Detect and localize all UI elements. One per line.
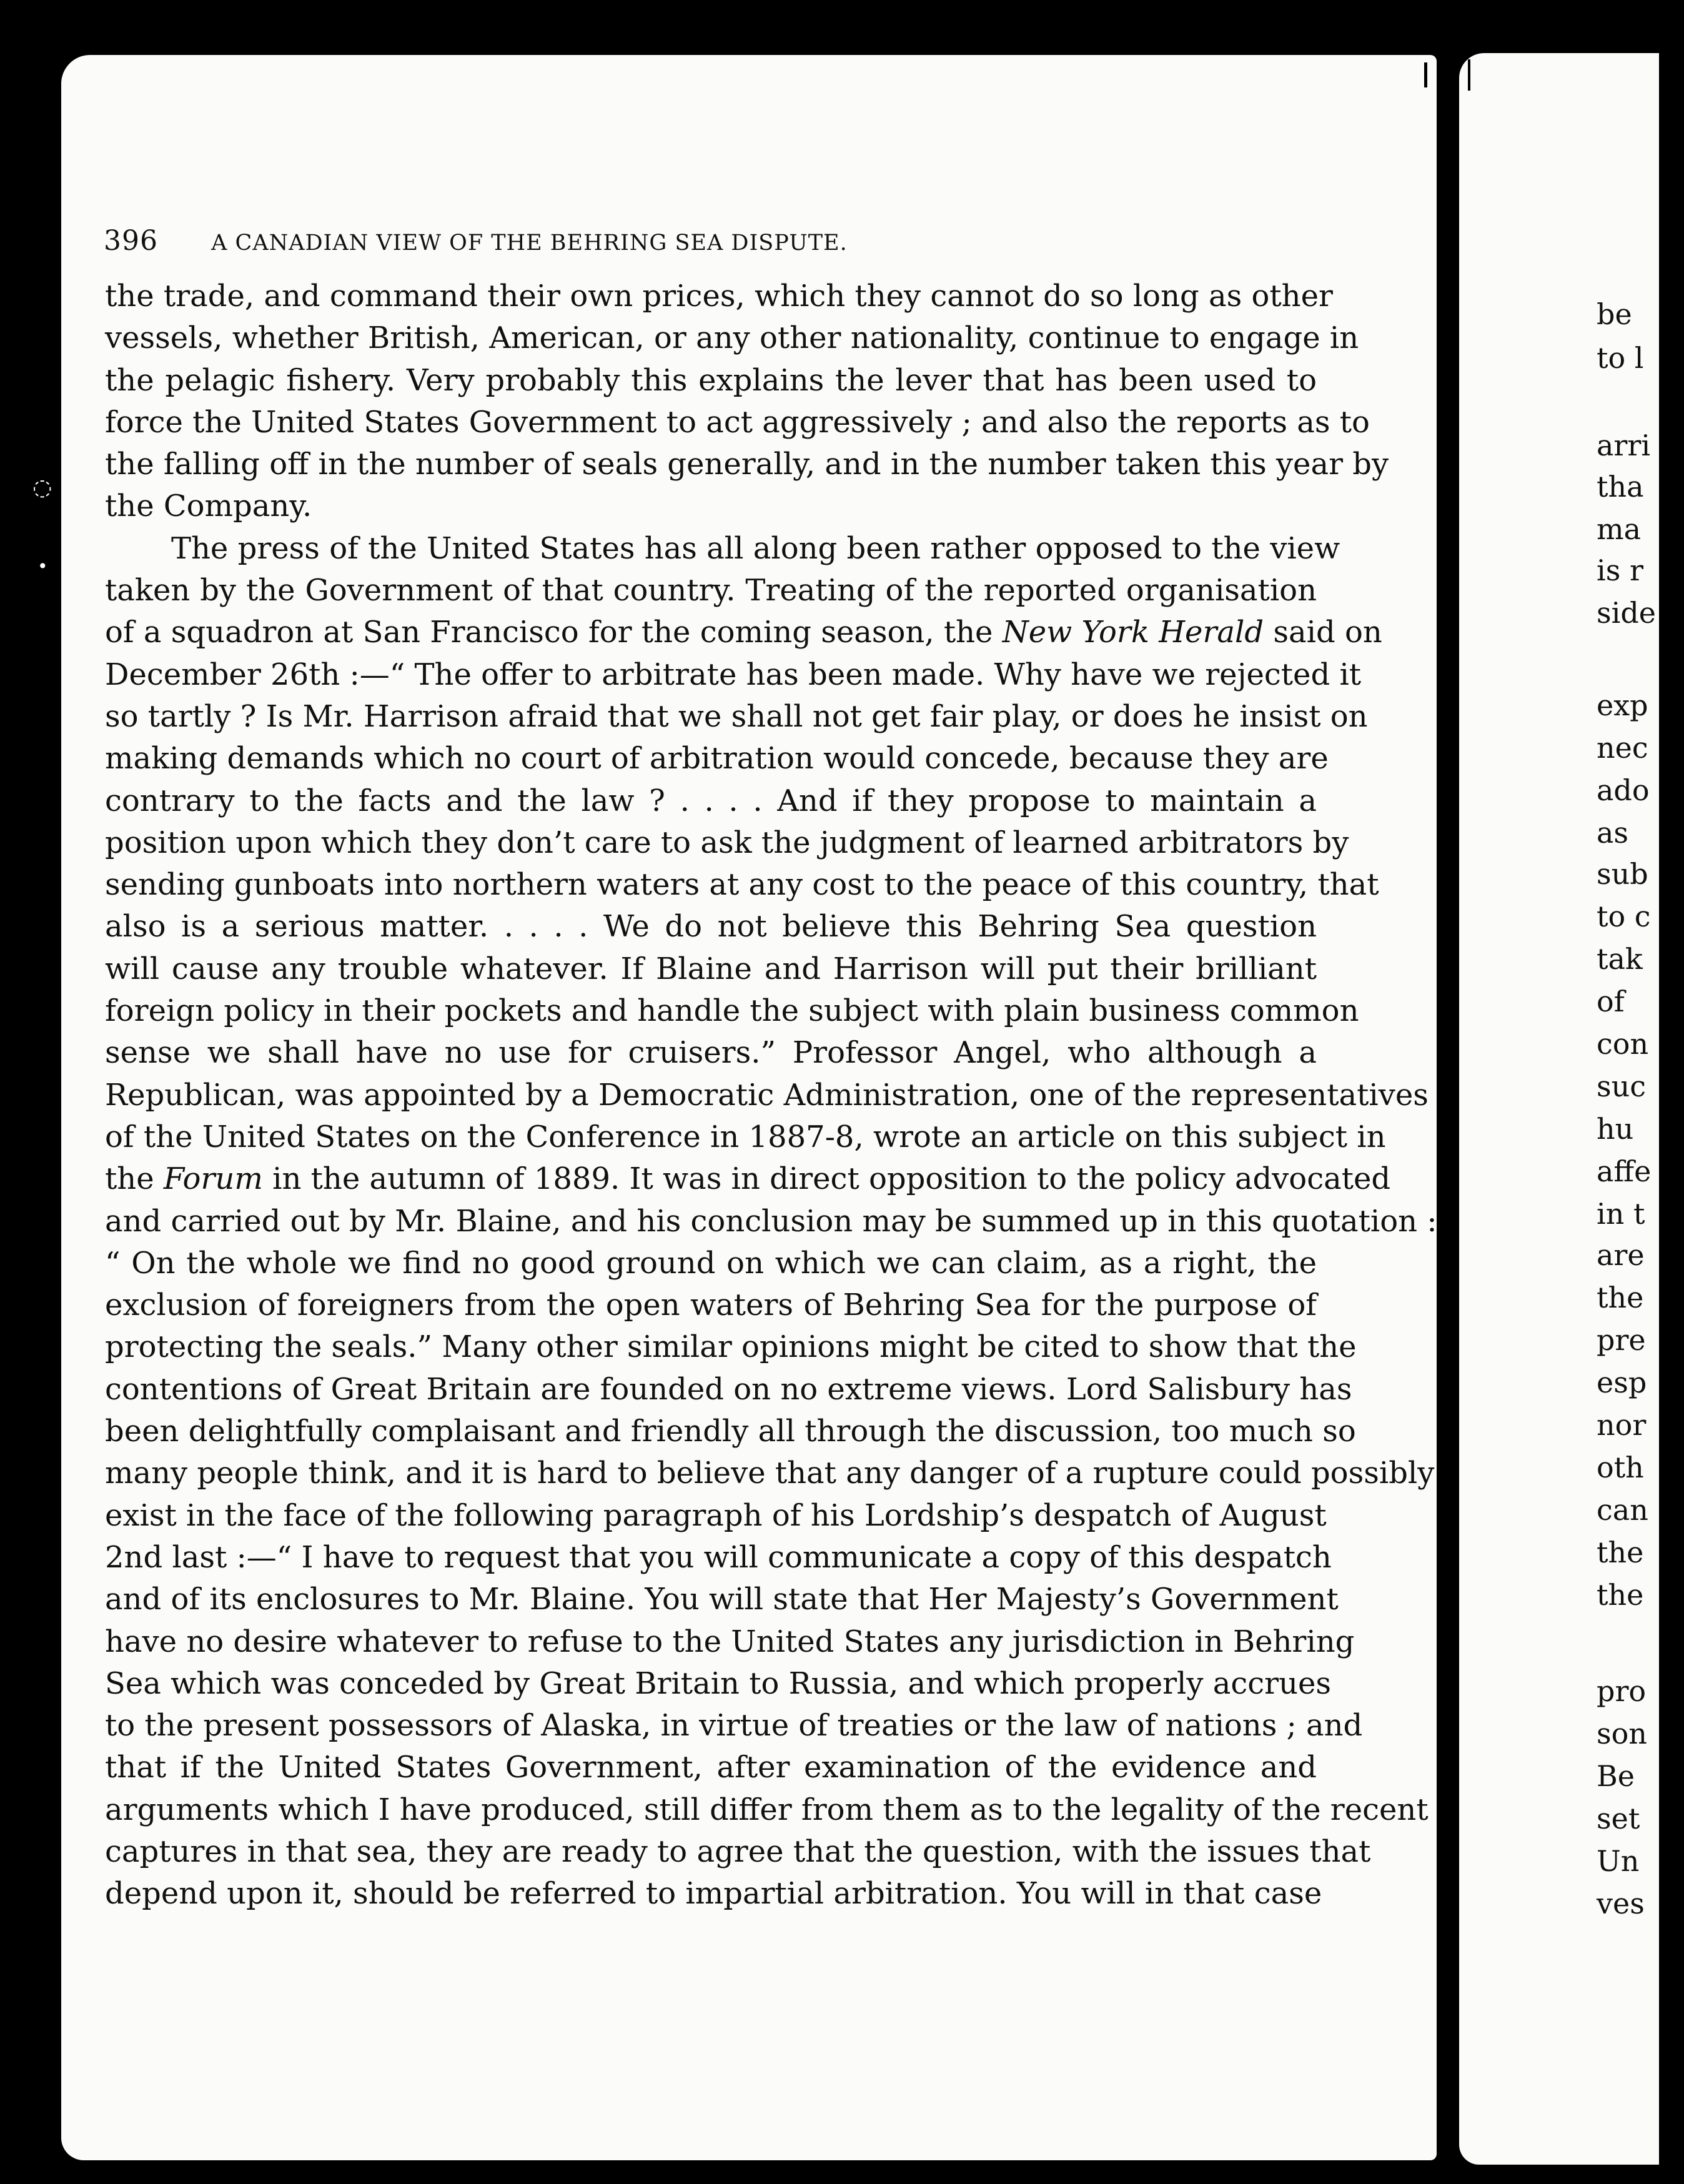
facing-page-fragment: are	[1597, 1238, 1645, 1272]
text-line: taken by the Government of that country. Treating of the reported organisation	[105, 573, 1317, 608]
text-line: so tartly ? Is Mr. Harrison afraid that we shall not get fair play, or does he insist on	[105, 698, 1368, 734]
text-line: will cause any trouble whatever. If Blaine and Harrison will put their brilliant	[105, 951, 1317, 986]
text-line: to the present possessors of Alaska, in virtue of treaties or the law of nations ; and	[105, 1708, 1363, 1744]
text-line: of the United States on the Conference in 1887-8, wrote an article on this subject in	[105, 1119, 1386, 1154]
text-line: Republican, was appointed by a Democratic Administration, one of the representatives	[105, 1077, 1429, 1113]
facing-page-fragment: oth	[1597, 1451, 1644, 1484]
facing-page-fragment: con	[1597, 1027, 1649, 1061]
text-line: the falling off in the number of seals generally, and in the number taken this year by	[105, 447, 1389, 482]
text-line: December 26th :—“ The offer to arbitrate has been made. Why have we rejected it	[105, 657, 1362, 692]
facing-page-fragment: the	[1597, 1281, 1644, 1314]
paragraph	[105, 528, 1437, 1915]
facing-page-fragment: the	[1597, 1536, 1644, 1569]
facing-page-fragment: affe	[1597, 1154, 1652, 1188]
body-text	[105, 275, 1437, 1915]
facing-page-fragment: arri	[1597, 429, 1651, 462]
facing-page-fragment: son	[1597, 1717, 1647, 1750]
text-line	[105, 1158, 1391, 1200]
text-line	[105, 612, 1382, 653]
text-fragment: of a squadron at San Francisco for the coming season, the	[105, 615, 993, 650]
facing-page-fragment: to l	[1597, 341, 1644, 375]
facing-page-fragment: suc	[1597, 1070, 1646, 1103]
facing-page-fragment: sub	[1597, 857, 1648, 891]
facing-page-fragment: set	[1597, 1802, 1640, 1835]
text-line: sending gunboats into northern waters at any cost to the peace of this country, that	[105, 867, 1379, 903]
facing-page-fragment: tha	[1597, 470, 1644, 504]
text-line: exist in the face of the following paragraph of his Lordship’s despatch of August	[105, 1497, 1327, 1533]
facing-page-fragment: pro	[1597, 1674, 1647, 1708]
text-line: also is a serious matter. . . . . We do not believe this Behring Sea question	[105, 909, 1317, 945]
facing-page-fragment: be	[1597, 297, 1632, 331]
text-fragment: said on	[1273, 615, 1382, 650]
facing-page-fragment: side	[1597, 596, 1656, 630]
facing-page-fragment: ves	[1597, 1887, 1645, 1920]
facing-page-fragment: esp	[1597, 1366, 1647, 1399]
facing-page-fragment: exp	[1597, 688, 1648, 722]
text-line: that if the United States Government, after examination of the evidence and	[105, 1750, 1317, 1785]
text-line: depend upon it, should be referred to impartial arbitration. You will in that case	[105, 1876, 1322, 1912]
text-line: arguments which I have produced, still differ from them as to the legality of the recent	[105, 1792, 1429, 1827]
running-title: A CANADIAN VIEW OF THE BEHRING SEA DISPUTE.	[211, 231, 848, 256]
text-line: making demands which no court of arbitration would concede, because they are	[105, 741, 1329, 777]
facing-page-fragment: pre	[1597, 1323, 1646, 1357]
text-line: protecting the seals.” Many other similar opinions might be cited to show that the	[105, 1329, 1357, 1365]
facing-page-fragment: ma	[1597, 512, 1642, 546]
text-line: contrary to the facts and the law ? . . . . And if they propose to maintain a	[105, 783, 1317, 818]
text-line: many people think, and it is hard to believe that any danger of a rupture could possibly	[105, 1456, 1435, 1491]
facing-page-fragment: nec	[1597, 731, 1648, 765]
paragraph	[105, 275, 1389, 528]
margin-mark: ◌	[32, 475, 52, 500]
margin-mark: •	[37, 556, 48, 577]
facing-page-fragment: Un	[1597, 1844, 1640, 1878]
text-line: have no desire whatever to refuse to the United States any jurisdiction in Behring	[105, 1624, 1355, 1659]
text-line: Sea which was conceded by Great Britain to Russia, and which properly accrues	[105, 1665, 1332, 1701]
text-line: foreign policy in their pockets and handle the subject with plain business common	[105, 993, 1359, 1029]
page-speck	[1424, 62, 1427, 87]
page-speck	[1468, 59, 1470, 91]
facing-page-fragment: of	[1597, 985, 1625, 1018]
text-line: contentions of Great Britain are founded on no extreme views. Lord Salisbury has	[105, 1371, 1352, 1407]
facing-page-fragment: the	[1597, 1578, 1644, 1612]
running-head	[104, 225, 1328, 257]
text-line: position upon which they don’t care to ask the judgment of learned arbitrators by	[105, 825, 1349, 860]
facing-page-fragment: ado	[1597, 773, 1650, 807]
text-line: exclusion of foreigners from the open waters of Behring Sea for the purpose of	[105, 1288, 1317, 1323]
facing-page-fragment: can	[1597, 1493, 1648, 1527]
facing-page-fragment: Be	[1597, 1759, 1635, 1793]
facing-page-fragment: to c	[1597, 900, 1651, 933]
text-fragment: the	[105, 1161, 154, 1197]
text-line: the pelagic fishery. Very probably this explains the lever that has been used to	[105, 362, 1317, 398]
text-line: 2nd last :—“ I have to request that you will communicate a copy of this despatch	[105, 1539, 1332, 1575]
text-line: and carried out by Mr. Blaine, and his conclusion may be summed up in this quotation :	[105, 1203, 1437, 1239]
text-line: The press of the United States has all along been rather opposed to the view	[171, 530, 1340, 566]
facing-page-fragment: hu	[1597, 1112, 1634, 1146]
text-fragment: in the autumn of 1889. It was in direct opposition to the policy advocated	[272, 1161, 1391, 1197]
text-line: been delightfully complaisant and friendly all through the discussion, too much so	[105, 1414, 1356, 1449]
facing-page-fragment: nor	[1597, 1408, 1647, 1442]
text-line: captures in that sea, they are ready to agree that the question, with the issues that	[105, 1834, 1371, 1869]
page-number: 396	[104, 225, 158, 257]
journal-title: Forum	[163, 1161, 263, 1197]
text-line: force the United States Government to act aggressively ; and also the reports as to	[105, 404, 1370, 440]
text-line: “ On the whole we find no good ground on which we can claim, as a right, the	[105, 1245, 1317, 1281]
facing-page-fragment: tak	[1597, 942, 1643, 976]
text-line: the Company.	[105, 489, 312, 524]
newspaper-title: New York Herald	[1002, 615, 1264, 650]
facing-page-fragment: is r	[1597, 553, 1643, 587]
text-line: sense we shall have no use for cruisers.” Professor Angel, who although a	[105, 1035, 1317, 1071]
text-line: and of its enclosures to Mr. Blaine. You will state that Her Majesty’s Government	[105, 1582, 1339, 1617]
facing-page-fragment: as	[1597, 816, 1629, 850]
text-line: vessels, whether British, American, or any other nationality, continue to engage in	[105, 320, 1359, 356]
facing-page-fragment: in t	[1597, 1197, 1645, 1231]
text-line: the trade, and command their own prices, which they cannot do so long as other	[105, 279, 1333, 314]
